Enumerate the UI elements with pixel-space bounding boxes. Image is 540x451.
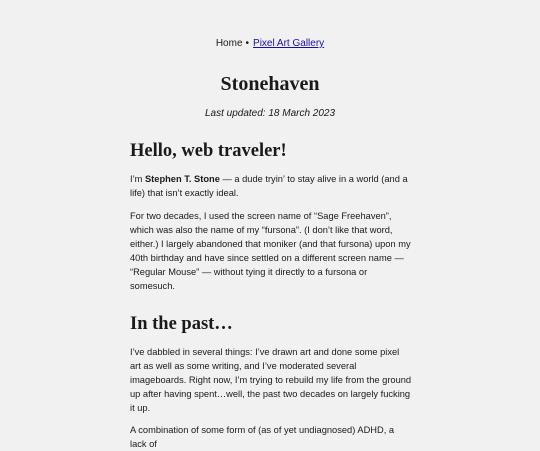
intro-text-after: — a dude tryin’ to stay alive in a world (and a life) that isn’t exactly ideal.	[130, 174, 408, 198]
page-title: Stonehaven	[220, 73, 320, 95]
home-label: Home	[215, 38, 243, 49]
author-name: Stephen T. Stone	[144, 174, 220, 184]
intro-paragraph	[130, 172, 412, 200]
intro-text-before: I’m	[130, 174, 145, 184]
past-paragraph: I’ve dabbled in several things: I’ve drawn art and done some pixel art as well as some writing, and I’ve moderated several imageboards. Right now, I’m trying to rebuild my life from the ground up after having spent…well, the past two decades on largely fucking it up.	[130, 347, 412, 413]
top-nav	[0, 38, 540, 50]
pixel-art-gallery-link[interactable]: Pixel Art Gallery	[253, 38, 325, 49]
last-updated: Last updated: 18 March 2023	[204, 108, 336, 119]
nav-separator: •	[245, 38, 250, 49]
adhd-paragraph: A combination of some form of (as of yet undiagnosed) ADHD, a lack of	[130, 425, 395, 449]
section-heading-hello: Hello, web traveler!	[130, 141, 287, 161]
section-heading-past: In the past…	[130, 314, 233, 334]
screen-name-paragraph: For two decades, I used the screen name of “Sage Freehaven”, which was also the name of my “fursona”. (I don’t like that word, either.) I largely abandoned that moniker (and that fursona) upon my 40th birthday and have since settled on a different screen name — “Regular Mouse” — without tying it directly to a fursona or somesuch.	[130, 211, 411, 291]
main-content	[130, 140, 412, 451]
